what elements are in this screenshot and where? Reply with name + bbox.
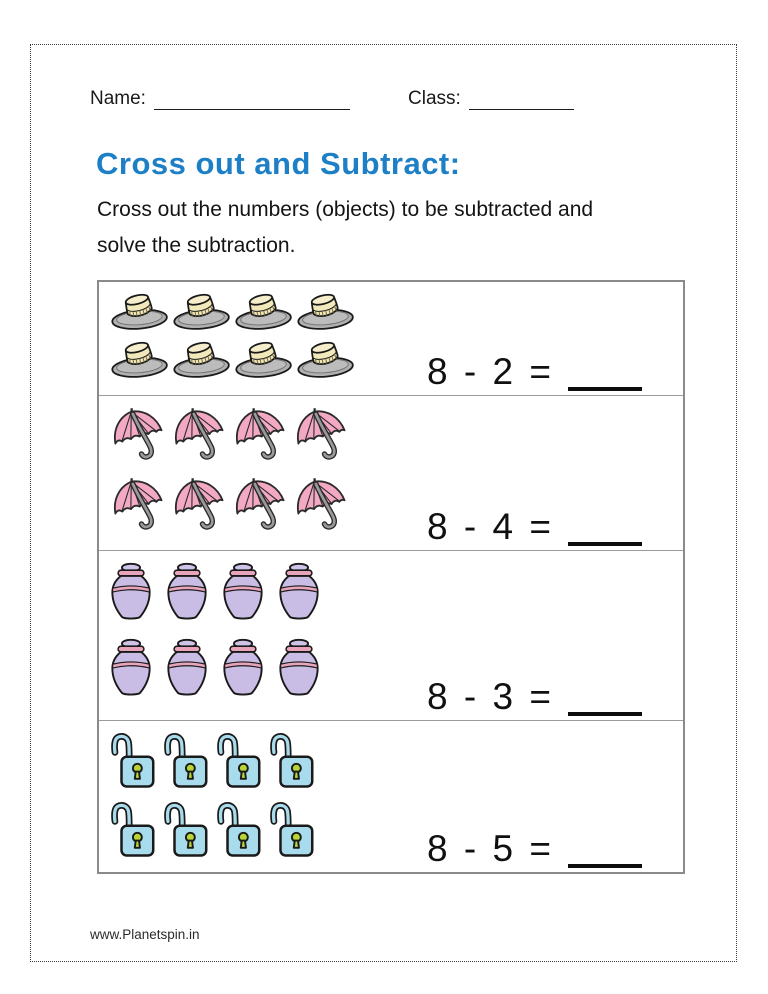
vase-icon[interactable] <box>221 636 265 700</box>
vase-icon[interactable] <box>221 560 265 624</box>
umbrella-icon[interactable] <box>292 405 350 469</box>
instructions-line-2: solve the subtraction. <box>97 234 296 257</box>
lock-icon[interactable] <box>109 799 159 862</box>
name-field-group <box>90 88 350 110</box>
answer-blank[interactable] <box>568 862 642 868</box>
equation <box>427 678 642 715</box>
vase-icon[interactable] <box>277 560 321 624</box>
umbrella-icon[interactable] <box>231 475 289 539</box>
instructions-line-1: Cross out the numbers (objects) to be subtracted and <box>97 198 594 221</box>
equation-text: 8 - 5 = <box>427 828 554 869</box>
umbrella-icon[interactable] <box>109 475 167 539</box>
equation-text: 8 - 3 = <box>427 676 554 717</box>
hat-icon[interactable] <box>233 339 293 379</box>
lock-icon[interactable] <box>215 799 265 862</box>
vase-icon[interactable] <box>109 560 153 624</box>
umbrella-icon[interactable] <box>170 475 228 539</box>
worksheet-row-locks <box>99 721 683 872</box>
hat-icon[interactable] <box>233 291 293 331</box>
hat-icon[interactable] <box>171 339 231 379</box>
answer-blank[interactable] <box>568 385 642 391</box>
name-label: Name: <box>90 88 146 109</box>
answer-blank[interactable] <box>568 540 642 546</box>
umbrella-icon[interactable] <box>170 405 228 469</box>
lock-icon[interactable] <box>162 730 212 793</box>
equation-text: 8 - 4 = <box>427 506 554 547</box>
umbrella-icon[interactable] <box>292 475 350 539</box>
hat-icon[interactable] <box>295 291 355 331</box>
umbrella-icon[interactable] <box>109 405 167 469</box>
hat-icon[interactable] <box>295 339 355 379</box>
equation-text: 8 - 2 = <box>427 351 554 392</box>
name-blank[interactable] <box>154 93 350 110</box>
instructions <box>97 192 593 264</box>
worksheet-row-vases <box>99 551 683 721</box>
icon-line <box>109 730 683 793</box>
lock-icon[interactable] <box>215 730 265 793</box>
icon-line <box>109 560 683 624</box>
lock-icon[interactable] <box>268 799 318 862</box>
icon-line <box>109 405 683 469</box>
worksheet-row-hats <box>99 282 683 396</box>
icon-line <box>109 291 683 331</box>
lock-icon[interactable] <box>162 799 212 862</box>
answer-blank[interactable] <box>568 710 642 716</box>
hat-icon[interactable] <box>109 291 169 331</box>
class-label: Class: <box>408 88 461 109</box>
equation <box>427 508 642 545</box>
vase-icon[interactable] <box>165 636 209 700</box>
footer-website: www.Planetspin.in <box>90 927 200 942</box>
vase-icon[interactable] <box>109 636 153 700</box>
lock-icon[interactable] <box>268 730 318 793</box>
vase-icon[interactable] <box>165 560 209 624</box>
equation <box>427 353 642 390</box>
vase-icon[interactable] <box>277 636 321 700</box>
class-field-group <box>408 88 574 110</box>
hat-icon[interactable] <box>109 339 169 379</box>
hat-icon[interactable] <box>171 291 231 331</box>
page-title: Cross out and Subtract: <box>96 146 461 181</box>
worksheet-row-umbrellas <box>99 396 683 551</box>
class-blank[interactable] <box>469 93 574 110</box>
worksheet-table <box>97 280 685 874</box>
lock-icon[interactable] <box>109 730 159 793</box>
umbrella-icon[interactable] <box>231 405 289 469</box>
equation <box>427 830 642 867</box>
